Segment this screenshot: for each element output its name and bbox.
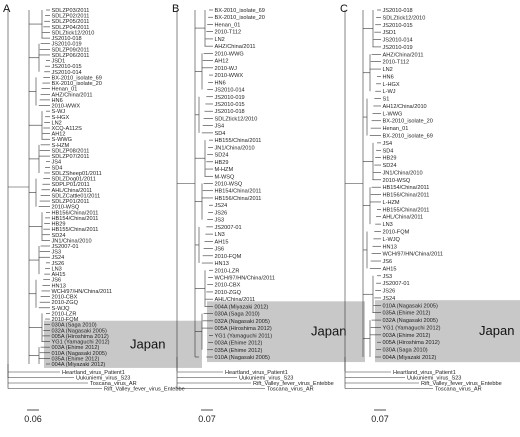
tip-label: M-HZM <box>214 167 234 174</box>
tip-label: SDLZP01/2011 <box>51 199 90 206</box>
tip-label: JS26 <box>214 210 228 217</box>
tip-label: 030A (Saga 2010) <box>214 311 260 318</box>
tip-label: SDLZtick12/2010 <box>51 30 95 37</box>
tip-label: JS2010-019 <box>214 94 245 101</box>
tip-label: JS2010-015 <box>214 101 245 108</box>
tip-label: JS3 <box>51 249 62 256</box>
outgroup-label: Toscana_virus_AR <box>267 386 314 393</box>
tip-label: JS2007-01 <box>51 244 79 250</box>
tip-label: JS6 <box>382 259 393 266</box>
tip-label: JS24 <box>51 255 65 262</box>
tip-label: HB29 <box>382 155 397 162</box>
tip-label: HN6 <box>214 80 226 87</box>
tip-label: S-WJ <box>51 109 66 116</box>
tip-label: AH15 <box>382 266 397 273</box>
tip-label: AH12/China/2010 <box>382 103 427 110</box>
tip-label: BX-2010_isolate_69 <box>382 133 433 140</box>
tip-label: 035A (Ehime 2012) <box>51 356 100 363</box>
outgroup-label: Heartland_virus_Patient1 <box>393 370 456 376</box>
tip-label: SDLZP09/2011 <box>51 47 90 54</box>
tip-label: SDLZP04/2011 <box>51 24 90 31</box>
tip-label: JS26 <box>51 260 65 267</box>
tip-label: HB155/China/2011 <box>51 227 99 234</box>
tip-label: SDLZP05/2011 <box>51 19 90 26</box>
tip-label: JN1/China/2010 <box>382 170 423 177</box>
tip-label: SD24 <box>214 152 229 159</box>
tip-label: 2010-WWX <box>214 73 244 80</box>
outgroup-label: Rift_Valley_fever_virus_Entebbe <box>421 381 502 387</box>
tip-label: HB154/China/2011 <box>51 215 99 222</box>
tip-label: JS2010-019 <box>51 41 82 48</box>
tip-label: YG1 (Yamaguchi 2012) <box>382 325 441 332</box>
tip-label: BX-2010_isolate_69 <box>214 8 265 14</box>
tip-label: HB154/China/2011 <box>382 185 430 192</box>
tip-label: JS3 <box>214 217 225 224</box>
outgroup-label: Uukuniemi_virus_S23 <box>239 375 294 382</box>
tip-label: 2010-WSQ <box>51 204 80 211</box>
tip-label: 2010-FQM <box>51 317 79 324</box>
tip-label: LN2 <box>382 67 393 74</box>
tip-label: 2010-WWG <box>214 51 244 58</box>
outgroup-label: Rift_Valley_fever_virus_Entebbe <box>253 381 334 387</box>
tip-label: HB156/China/2011 <box>214 195 262 202</box>
tip-label: 2010-T112 <box>214 29 242 36</box>
tip-label: SDPLP01/2011 <box>51 182 90 189</box>
tip-label: L-WJQ <box>382 236 400 243</box>
tip-label: JS6 <box>51 277 62 284</box>
tip-label: 035A (Ehime 2012) <box>382 310 431 317</box>
tip-label: WCH/97/HN/China/2011 <box>51 288 113 295</box>
japan-clade-label: Japan <box>311 323 347 339</box>
tip-label: HB154/China/2011 <box>214 188 262 195</box>
tip-label: JS6 <box>214 246 225 253</box>
outgroup-label: Heartland_virus_Patient1 <box>62 370 125 376</box>
outgroup-label: Rift_Valley_fever_virus_Entebbe <box>104 386 185 393</box>
tree-panel-c <box>340 3 520 424</box>
tip-label: AH12 <box>51 131 66 138</box>
tip-label: Henan_01 <box>382 126 409 133</box>
tip-label: SDLZP06/2011 <box>51 52 90 59</box>
tip-label: SDLZP02/2011 <box>51 13 90 20</box>
tip-label: 030A (Saga 2010) <box>51 322 97 329</box>
tip-label: 2010-WJ <box>214 65 237 72</box>
tip-label: JS2010-014 <box>51 69 82 76</box>
tip-label: L-HGX <box>382 81 400 88</box>
tip-label: 010A (Nagasaki 2005) <box>51 350 107 357</box>
tip-label: SDLZP03/2011 <box>51 8 90 14</box>
tip-label: AHL/China/2011 <box>382 214 424 221</box>
tip-label: JS2010-014 <box>214 87 245 94</box>
tip-label: 032A (Nagasaki 2005) <box>51 328 107 335</box>
tip-label: YG1 (Yamaguchi 2011) <box>214 333 273 340</box>
tip-label: L-HZM <box>382 199 400 206</box>
tip-label: Henan_01 <box>214 22 241 29</box>
tip-label: 004A (Miyazaki 2012) <box>382 355 437 361</box>
tip-label: 005A (Hiroshima 2012) <box>382 340 440 347</box>
tip-label: JS2010-018 <box>214 109 245 116</box>
tip-label: 2010-LZR <box>214 268 240 275</box>
tip-label: 005A (Hiroshima 2012) <box>51 333 109 340</box>
tip-label: AHL/China/2011 <box>214 297 256 304</box>
tip-label: HN6 <box>51 97 63 104</box>
tip-label: 2010-CBX <box>51 294 78 301</box>
tip-label: XCQ-A112S <box>51 126 82 132</box>
tip-label: JS4 <box>51 159 62 166</box>
tip-label: AH15 <box>214 239 229 246</box>
tip-label: LN2 <box>51 120 62 127</box>
tip-label: M-WSQ <box>214 174 235 181</box>
tip-label: LN3 <box>382 222 393 229</box>
outgroup-label: Toscana_virus_AR <box>90 381 137 387</box>
tip-label: HB29 <box>51 221 66 228</box>
tip-label: JS24 <box>214 203 228 210</box>
tip-label: L-WWG <box>382 111 403 118</box>
tip-label: JN1/China/2010 <box>51 238 92 245</box>
tip-label: L-WJ <box>382 89 396 96</box>
tip-label: 005A (Hiroshima 2012) <box>214 326 272 333</box>
tip-label: AH12 <box>214 58 229 65</box>
tip-label: SDLZP07/2011 <box>51 154 90 161</box>
tip-label: BX-2010_isolate_69 <box>51 75 102 82</box>
outgroup-label: Toscana_virus_AR <box>435 386 482 393</box>
tip-label: BX-2010_isolate_20 <box>214 15 265 22</box>
tip-label: Henan_01 <box>51 86 78 93</box>
tip-label: JS2010-014 <box>382 37 413 44</box>
tip-label: 004A (Miyazaki 2012) <box>214 304 269 311</box>
tip-label: 2010-FQM <box>214 253 242 260</box>
tip-label: HB155/China/2011 <box>214 138 262 145</box>
tip-label: 030A (Saga 2010) <box>382 347 428 354</box>
tip-label: 2010-FQM <box>382 229 410 236</box>
tip-label: AHL/China/2011 <box>51 187 93 194</box>
tip-label: LN3 <box>214 232 225 239</box>
tip-label: 010A (Nagasaki 2005) <box>382 303 438 310</box>
scale-bar-label: 0.07 <box>371 414 389 424</box>
tip-label: JS24 <box>382 295 396 302</box>
tip-label: AHZ/China/2011 <box>214 44 256 51</box>
tip-label: SD4 <box>51 165 63 172</box>
tip-label: BX-2010_isolate_20 <box>382 118 433 125</box>
tip-label: 035A (Ehime 2012) <box>214 347 263 354</box>
tip-label: SDLZP08/2011 <box>51 148 90 155</box>
tip-label: AHZ/China/2011 <box>51 92 93 99</box>
tip-label: 2010-ZGQ <box>51 300 78 307</box>
tip-label: SD24 <box>382 163 397 170</box>
tip-label: S-HZM <box>51 142 70 149</box>
tip-label: SD4 <box>382 148 394 155</box>
tip-label: JSD1 <box>382 30 397 37</box>
tip-label: JS4 <box>382 140 393 147</box>
tip-label: JS2007-01 <box>382 281 410 288</box>
tip-label: 2010-T112 <box>382 59 410 66</box>
tip-label: AHZ/China/2011 <box>382 52 424 59</box>
tip-label: 004A (Miyazaki 2012) <box>51 362 106 368</box>
tip-label: 032A (Nagasaki 2005) <box>214 318 270 325</box>
tip-label: HB155/China/2011 <box>382 207 430 214</box>
tip-label: 010A (Nagasaki 2005) <box>214 355 270 361</box>
tip-label: JS4 <box>214 123 225 130</box>
tip-label: LN3 <box>51 266 62 273</box>
tip-label: LN2 <box>214 36 225 43</box>
tip-label: JN1/China/2010 <box>214 145 255 152</box>
outgroup-label: Heartland_virus_Patient1 <box>225 370 288 376</box>
tip-label: BX-2010_isolate_20 <box>51 81 102 88</box>
tip-label: 2010-WWX <box>51 103 81 110</box>
tip-label: HN13 <box>51 283 66 290</box>
tip-label: 003A (Ehime 2012) <box>214 340 263 347</box>
tip-label: S-HGX <box>51 114 70 121</box>
tip-label: SDLZtick12/2010 <box>214 116 258 123</box>
tip-label: JS2010-015 <box>51 64 82 71</box>
tip-label: WCH/97/HN/China/2011 <box>382 251 444 258</box>
tip-label: 2010-LZR <box>51 311 77 318</box>
tip-label: 2010-CBX <box>214 282 241 289</box>
tip-label: 032A (Nagasaki 2005) <box>382 318 438 325</box>
tip-label: HB156/China/2011 <box>51 210 99 217</box>
tip-label: JSD1 <box>51 58 66 65</box>
tip-label: S-WJQ <box>51 305 70 312</box>
panel-letter: C <box>340 3 348 15</box>
scale-bar-label: 0.07 <box>198 414 216 424</box>
tip-label: SDLZSheep01/2011 <box>51 170 102 177</box>
tip-label: WCH/97/HN/China/2011 <box>214 275 276 282</box>
panel-letter: A <box>3 3 11 15</box>
outgroup-label: Uukuniemi_virus_S23 <box>76 375 131 382</box>
tip-label: YG1 (Yamaguchi 2012) <box>51 339 110 346</box>
tip-label: 003A (Ehime 2012) <box>382 332 431 339</box>
outgroup-label: Uukuniemi_virus_S23 <box>407 375 462 382</box>
tip-label: HN13 <box>382 244 397 251</box>
tip-label: SDLZtick12/2010 <box>382 15 426 22</box>
tip-label: HB156/China/2011 <box>382 192 430 199</box>
tree-panel-a <box>3 3 202 424</box>
tip-label: 2010-WSQ <box>214 181 243 188</box>
tip-label: SDLZCattle01/2011 <box>51 193 101 200</box>
tip-label: AH15 <box>51 272 66 279</box>
tip-label: 2010-ZGQ <box>214 289 241 296</box>
tip-label: HN13 <box>214 261 229 268</box>
japan-clade-label: Japan <box>479 323 515 339</box>
tip-label: JS2007-01 <box>214 224 242 231</box>
tip-label: JS2010-019 <box>382 44 413 51</box>
tip-label: HB29 <box>214 159 229 166</box>
tip-label: JS2010-018 <box>382 8 413 14</box>
panel-letter: B <box>172 3 180 15</box>
tip-label: S1 <box>382 96 390 103</box>
tip-label: 2010-WSQ <box>382 177 411 184</box>
tip-label: JS3 <box>382 273 393 280</box>
tip-label: S-WWG <box>51 137 73 144</box>
tip-label: JS2010-018 <box>51 36 82 43</box>
tip-label: SDLZDog01/2011 <box>51 176 96 183</box>
tip-label: JS2010-015 <box>382 22 413 29</box>
tip-label: SD24 <box>51 232 66 239</box>
tip-label: HN6 <box>382 74 394 81</box>
tip-label: 003A (Ehime 2012) <box>51 345 100 352</box>
japan-clade-label: Japan <box>130 336 166 352</box>
scale-bar-label: 0.06 <box>24 414 42 424</box>
tip-label: SD4 <box>214 130 226 137</box>
tip-label: JS26 <box>382 288 396 295</box>
